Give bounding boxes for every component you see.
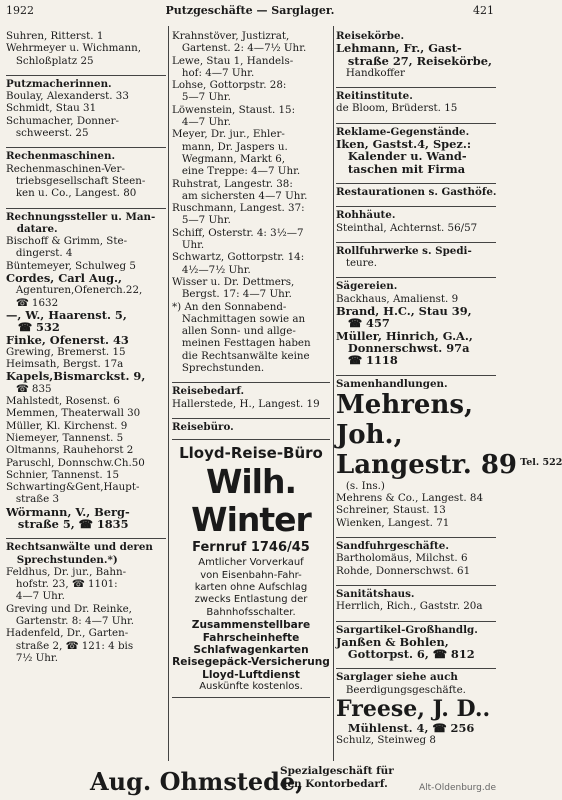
- bold-entry: Mühlenst. 4, ☎ 256: [336, 720, 475, 735]
- entry-line: Mehrens & Co., Langest. 84: [336, 492, 483, 505]
- entry-line: hofstr. 23, ☎ 1101:: [6, 578, 118, 591]
- entry-line: Schwarting&Gent,Haupt-: [6, 481, 140, 494]
- column-divider: [333, 26, 334, 761]
- ad-service: Fahrscheinhefte: [202, 631, 300, 644]
- section-heading-rechenmaschinen: Rechenmaschinen.: [6, 147, 166, 162]
- entry-line: Schloßplatz 25: [6, 54, 94, 67]
- ad-service: Zusammenstellbare: [191, 619, 311, 632]
- entry-line: Bischoff & Grimm, Ste-: [6, 235, 128, 248]
- ad-phone: Fernruf 1746/45: [192, 540, 310, 556]
- bold-entry: Kalender u. Wand-: [336, 149, 467, 164]
- entry-line: Hallerstede, H., Langest. 19: [172, 397, 320, 410]
- ad-service: Schlafwagenkarten: [193, 644, 309, 657]
- section-heading-cont: datare.: [6, 222, 58, 235]
- entry-line: ☎ 835: [6, 382, 52, 395]
- bold-entry: taschen mit Firma: [336, 161, 466, 176]
- footnote-line: Sprechstunden.: [172, 362, 265, 375]
- column-left: [6, 30, 166, 664]
- bold-entry: Cordes, Carl Aug.,: [6, 271, 122, 286]
- entry-line: Gartenstr. 8: 4—7 Uhr.: [6, 615, 135, 628]
- freese-name: Freese, J. D..: [336, 695, 491, 722]
- footnote-line: die Rechtsanwälte keine: [172, 349, 310, 362]
- page-number: 421: [473, 4, 494, 17]
- advertisement-winter: [172, 439, 330, 697]
- entry-line: Schnier, Tannenst. 15: [6, 468, 120, 481]
- entry-line: Gartenst. 2: 4—7½ Uhr.: [172, 42, 307, 55]
- entry-line: teure.: [336, 257, 377, 270]
- entry-line: Ruschmann, Langest. 37:: [172, 202, 305, 215]
- entry-line: Heimsath, Bergst. 17a: [6, 358, 124, 371]
- ad-line: Auskünfte kostenlos.: [199, 681, 303, 693]
- section-heading-sarglager: Sarglager siehe auch: [336, 668, 496, 683]
- section-heading-restaurationen: Restaurationen s. Gasthöfe.: [336, 183, 496, 198]
- entry-line: Schwartz, Gottorpstr. 14:: [172, 251, 305, 264]
- mehrens-tel: Tel. 522: [520, 456, 562, 468]
- section-heading-cont: Sprechstunden.*): [6, 553, 118, 566]
- bold-entry: Lehmann, Fr., Gast-: [336, 41, 462, 56]
- footer-desc-line: Spezialgeschäft für: [280, 765, 394, 777]
- entry-line: Löwenstein, Staust. 15:: [172, 103, 296, 116]
- entry-line: Rechenmaschinen-Ver-: [6, 162, 125, 175]
- bold-entry: Müller, Hinrich, G.A.,: [336, 328, 473, 343]
- entry-line: Handkoffer: [336, 66, 405, 79]
- entry-line: 4—7 Uhr.: [6, 590, 65, 603]
- entry-line: Lewe, Stau 1, Handels-: [172, 54, 294, 67]
- entry-line: Steinthal, Achternst. 56/57: [336, 221, 478, 234]
- entry-line: Bartholomäus, Milchst. 6: [336, 552, 468, 565]
- entry-line: Schreiner, Staust. 13: [336, 504, 446, 517]
- section-heading-samenhandlungen: Samenhandlungen.: [336, 375, 496, 390]
- column-divider: [168, 26, 169, 761]
- entry-line: Meyer, Dr. jur., Ehler-: [172, 128, 285, 141]
- section-heading-sanitaetshaus: Sanitätshaus.: [336, 585, 496, 600]
- section-heading-rechnungssteller: Rechnungssteller u. Man-: [6, 208, 166, 223]
- entry-line: Schulz, Steinweg 8: [336, 734, 436, 747]
- section-heading-putzmacherinnen: Putzmacherinnen.: [6, 75, 166, 90]
- entry-line: hof: 4—7 Uhr.: [172, 66, 255, 79]
- section-heading-saegereien: Sägereien.: [336, 277, 496, 292]
- entry-line: Memmen, Theaterwall 30: [6, 407, 141, 420]
- bold-entry: Kapels,Bismarckst. 9,: [6, 369, 146, 384]
- entry-line: Schumacher, Donner-: [6, 114, 120, 127]
- entry-line: Wienken, Langest. 71: [336, 516, 450, 529]
- ad-line: karten ohne Aufschlag: [194, 582, 308, 594]
- entry-line: ☎ 1632: [6, 296, 59, 309]
- entry-line: Agenturen,Ofenerch.22,: [6, 284, 143, 297]
- footer-desc-line: den Kontorbedarf.: [280, 778, 388, 790]
- footnote-line: *) An den Sonnabend-: [172, 300, 287, 313]
- footnote-line: allen Sonn- und allge-: [172, 325, 296, 338]
- entry-line: Ruhstrat, Langestr. 38:: [172, 177, 293, 190]
- bold-entry: Gottorpst. 6, ☎ 812: [336, 647, 475, 662]
- entry-line: Greving und Dr. Reinke,: [6, 602, 132, 615]
- section-heading-reisebuero: Reisebüro.: [172, 418, 330, 433]
- ad-service: Reisegepäck-Versicherung: [172, 656, 330, 669]
- entry-line: Büntemeyer, Schulweg 5: [6, 259, 136, 272]
- bold-entry: Wörmann, V., Berg-: [6, 504, 130, 519]
- bold-entry: Finke, Ofenerst. 43: [6, 332, 129, 347]
- entry-line: straße 2, ☎ 121: 4 bis: [6, 639, 134, 652]
- bold-entry: Iken, Gastst.4, Spez.:: [336, 137, 472, 152]
- bold-entry: Janßen & Bohlen,: [336, 634, 449, 649]
- bold-entry: straße 5, ☎ 1835: [6, 516, 129, 531]
- entry-line: Backhaus, Amalienst. 9: [336, 292, 459, 305]
- section-heading-sandfuhr: Sandfuhrgeschäfte.: [336, 537, 496, 552]
- bold-entry: ☎ 1118: [336, 353, 398, 368]
- entry-line: Oltmanns, Rauhehorst 2: [6, 444, 134, 457]
- bold-entry: —, W., Haarenst. 5,: [6, 307, 127, 322]
- ad-name: Wilh. Winter: [191, 462, 311, 540]
- entry-line: Beerdigungsgeschäfte.: [336, 683, 466, 696]
- watermark: Alt-Oldenburg.de: [418, 783, 496, 793]
- footer-name: Aug. Ohmstede,: [90, 767, 304, 796]
- entry-line: 5—7 Uhr.: [172, 91, 231, 104]
- section-heading-reisebedarf: Reisebedarf.: [172, 382, 330, 397]
- section-heading-reitinstitute: Reitinstitute.: [336, 87, 496, 102]
- entry-line: Boulay, Alexanderst. 33: [6, 90, 129, 103]
- page-header: [6, 4, 494, 20]
- entry-line: Uhr.: [172, 239, 205, 252]
- entry-line: Suhren, Ritterst. 1: [6, 30, 104, 42]
- ad-line: Bahnhofsschalter.: [206, 606, 296, 618]
- year-label: 1922: [6, 4, 34, 17]
- footer-desc: [280, 765, 394, 791]
- entry-line: Herrlich, Rich., Gaststr. 20a: [336, 600, 483, 613]
- entry-line: eine Treppe: 4—7 Uhr.: [172, 165, 301, 178]
- entry-line: Schmidt, Stau 31: [6, 102, 97, 115]
- entry-line: Mahlstedt, Rosenst. 6: [6, 395, 120, 408]
- section-heading-sargartikel: Sargartikel-Großhandlg.: [336, 621, 496, 636]
- entry-line: dingerst. 4: [6, 247, 73, 260]
- entry-line: Schiff, Osterstr. 4: 3½—7: [172, 226, 304, 239]
- bold-entry: Donnerschwst. 97a: [336, 340, 470, 355]
- entry-line: Niemeyer, Tannenst. 5: [6, 431, 124, 444]
- entry-line: 5—7 Uhr.: [172, 214, 231, 227]
- entry-line: triebsgesellschaft Steen-: [6, 174, 146, 187]
- bold-entry: straße 27, Reisekörbe,: [336, 53, 492, 68]
- entry-line: mann, Dr. Jaspers u.: [172, 140, 288, 153]
- bold-entry: ☎ 532: [6, 320, 60, 335]
- entry-line: Feldhus, Dr. jur., Bahn-: [6, 565, 127, 578]
- column-middle: [172, 30, 330, 698]
- entry-line: Müller, Kl. Kirchenst. 9: [6, 419, 128, 432]
- bold-entry: ☎ 457: [336, 316, 390, 331]
- footer-advertisement: [90, 765, 420, 797]
- entry-line: Lohse, Gottorpstr. 28:: [172, 79, 287, 92]
- entry-line: 4—7 Uhr.: [172, 116, 231, 129]
- ad-line: zwecks Entlastung der: [194, 594, 308, 606]
- mehrens-address: [336, 449, 562, 480]
- entry-line: Paruschl, Donnschw.Ch.50: [6, 456, 145, 469]
- bold-entry: Brand, H.C., Stau 39,: [336, 304, 472, 319]
- mehrens-name: Mehrens, Joh.,: [336, 389, 474, 450]
- entry-line: straße 3: [6, 493, 60, 506]
- entry-line: Wehrmeyer u. Wichmann,: [6, 42, 142, 55]
- section-heading-reisekoerbe: Reisekörbe.: [336, 30, 405, 42]
- entry-line: Grewing, Bremerst. 15: [6, 345, 126, 358]
- entry-line: am sichersten 4—7 Uhr.: [172, 189, 308, 202]
- ad-line: von Eisenbahn-Fahr-: [200, 569, 302, 581]
- column-right: [336, 30, 562, 747]
- entry-line: 7½ Uhr.: [6, 651, 58, 664]
- section-heading-rollfuhrwerke: Rollfuhrwerke s. Spedi-: [336, 242, 496, 257]
- entry-line: Rohde, Donnerschwst. 61: [336, 564, 471, 577]
- entry-line: de Bloom, Brüderst. 15: [336, 102, 458, 115]
- footnote-line: Nachmittagen sowie an: [172, 312, 306, 325]
- section-heading-rechtsanwaelte: Rechtsanwälte und deren: [6, 538, 166, 553]
- entry-line: 4½—7½ Uhr.: [172, 263, 251, 276]
- entry-line: Hadenfeld, Dr., Garten-: [6, 627, 129, 640]
- entry-line: Wisser u. Dr. Dettmers,: [172, 275, 295, 288]
- section-heading-rohhaeute: Rohhäute.: [336, 206, 496, 221]
- entry-line: (s. Ins.): [336, 479, 385, 492]
- ad-line: Amtlicher Vorverkauf: [198, 557, 304, 569]
- entry-line: Wegmann, Markt 6,: [172, 152, 286, 165]
- page-title: Putzgeschäfte — Sarglager.: [165, 4, 335, 17]
- section-heading-reklame: Reklame-Gegenstände.: [336, 123, 496, 138]
- footnote-line: meinen Festtagen haben: [172, 337, 311, 350]
- ad-service: Lloyd-Luftdienst: [202, 668, 300, 681]
- entry-line: Bergst. 17: 4—7 Uhr.: [172, 288, 292, 301]
- mehrens-street: Langestr. 89: [336, 449, 517, 480]
- ad-title: Lloyd-Reise-Büro: [179, 444, 323, 463]
- entry-line: schweerst. 25: [6, 127, 89, 140]
- entry-line: Krahnstöver, Justizrat,: [172, 30, 290, 42]
- entry-line: ken u. Co., Langest. 80: [6, 187, 137, 200]
